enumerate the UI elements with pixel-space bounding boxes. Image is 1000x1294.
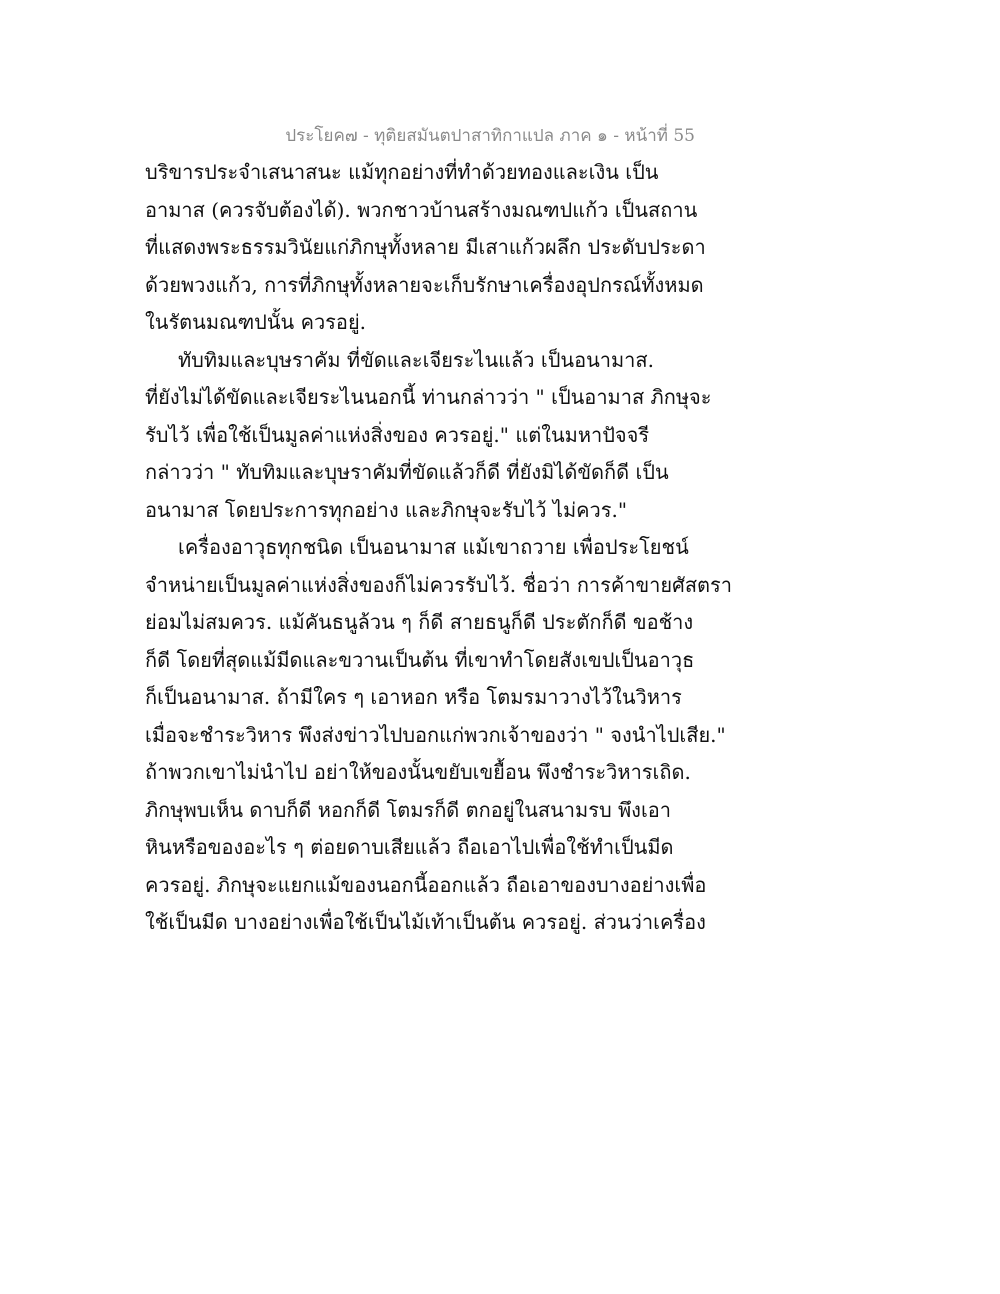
text-line: อามาส (ควรจับต้องได้). พวกชาวบ้านสร้างมณฑปแก้ว เป็นสถาน [145, 197, 698, 222]
paragraph-start-line: ทับทิมและบุษราคัม ที่ขัดและเจียระไนแล้ว เป็นอนามาส. [178, 347, 654, 372]
paragraph-start-line: เครื่องอาวุธทุกชนิด เป็นอนามาส แม้เขาถวาย เพื่อประโยชน์ [178, 535, 689, 559]
text-line: ควรอยู่. ภิกษุจะแยกแม้ของนอกนี้ออกแล้ว ถือเอาของบางอย่างเพื่อ [145, 872, 707, 897]
text-line: ก็ดี โดยที่สุดแม้มีดและขวานเป็นต้น ที่เขาทำโดยสังเขปเป็นอาวุธ [145, 647, 695, 672]
text-line: ถ้าพวกเขาไม่นำไป อย่าให้ของนั้นขยับเขยื้อน พึงชำระวิหารเถิด. [145, 760, 691, 784]
text-line: ย่อมไม่สมควร. แม้คันธนูล้วน ๆ ก็ดี สายธนูก็ดี ประตักก็ดี ขอช้าง [145, 610, 694, 634]
text-line: ที่ยังไม่ได้ขัดและเจียระไนนอกนี้ ท่านกล่าวว่า " เป็นอามาส ภิกษุจะ [145, 385, 712, 409]
text-line: ภิกษุพบเห็น ดาบก็ดี หอกก็ดี โตมรก็ดี ตกอยู่ในสนามรบ พึงเอา [145, 797, 672, 822]
body-text [145, 154, 732, 942]
text-line: ที่แสดงพระธรรมวินัยแก่ภิกษุทั้งหลาย มีเสาแก้วผลึก ประดับประดา [145, 235, 706, 259]
text-line: หินหรือของอะไร ๆ ต่อยดาบเสียแล้ว ถือเอาไปเพื่อใช้ทำเป็นมีด [145, 835, 674, 859]
text-line: กล่าวว่า " ทับทิมและบุษราคัมที่ขัดแล้วก็ดี ที่ยังมิได้ขัดก็ดี เป็น [145, 460, 669, 484]
text-line: อนามาส โดยประการทุกอย่าง และภิกษุจะรับไว้ ไม่ควร." [145, 497, 628, 522]
running-header: ประโยค๗ - ทุติยสมันตปาสาทิกาแปล ภาค ๑ - หน้าที่ 55 [285, 126, 695, 146]
text-line: ใช้เป็นมีด บางอย่างเพื่อใช้เป็นไม้เท้าเป็นต้น ควรอยู่. ส่วนว่าเครื่อง [145, 910, 706, 934]
text-line: จำหน่ายเป็นมูลค่าแห่งสิ่งของก็ไม่ควรรับไว้. ชื่อว่า การค้าขายศัสตรา [145, 572, 732, 597]
text-line: บริขารประจำเสนาสนะ แม้ทุกอย่างที่ทำด้วยทองและเงิน เป็น [145, 160, 659, 184]
text-line: ก็เป็นอนามาส. ถ้ามีใคร ๆ เอาหอก หรือ โตมรมาวางไว้ในวิหาร [145, 685, 682, 709]
text-line: เมื่อจะชำระวิหาร พึงส่งข่าวไปบอกแก่พวกเจ้าของว่า " จงนำไปเสีย." [145, 722, 726, 747]
text-line: ในรัตนมณฑปนั้น ควรอยู่. [145, 310, 367, 334]
text-line: รับไว้ เพื่อใช้เป็นมูลค่าแห่งสิ่งของ ควรอยู่." แต่ในมหาปัจจรี [145, 422, 650, 447]
text-line: ด้วยพวงแก้ว, การที่ภิกษุทั้งหลายจะเก็บรักษาเครื่องอุปกรณ์ทั้งหมด [145, 272, 704, 297]
